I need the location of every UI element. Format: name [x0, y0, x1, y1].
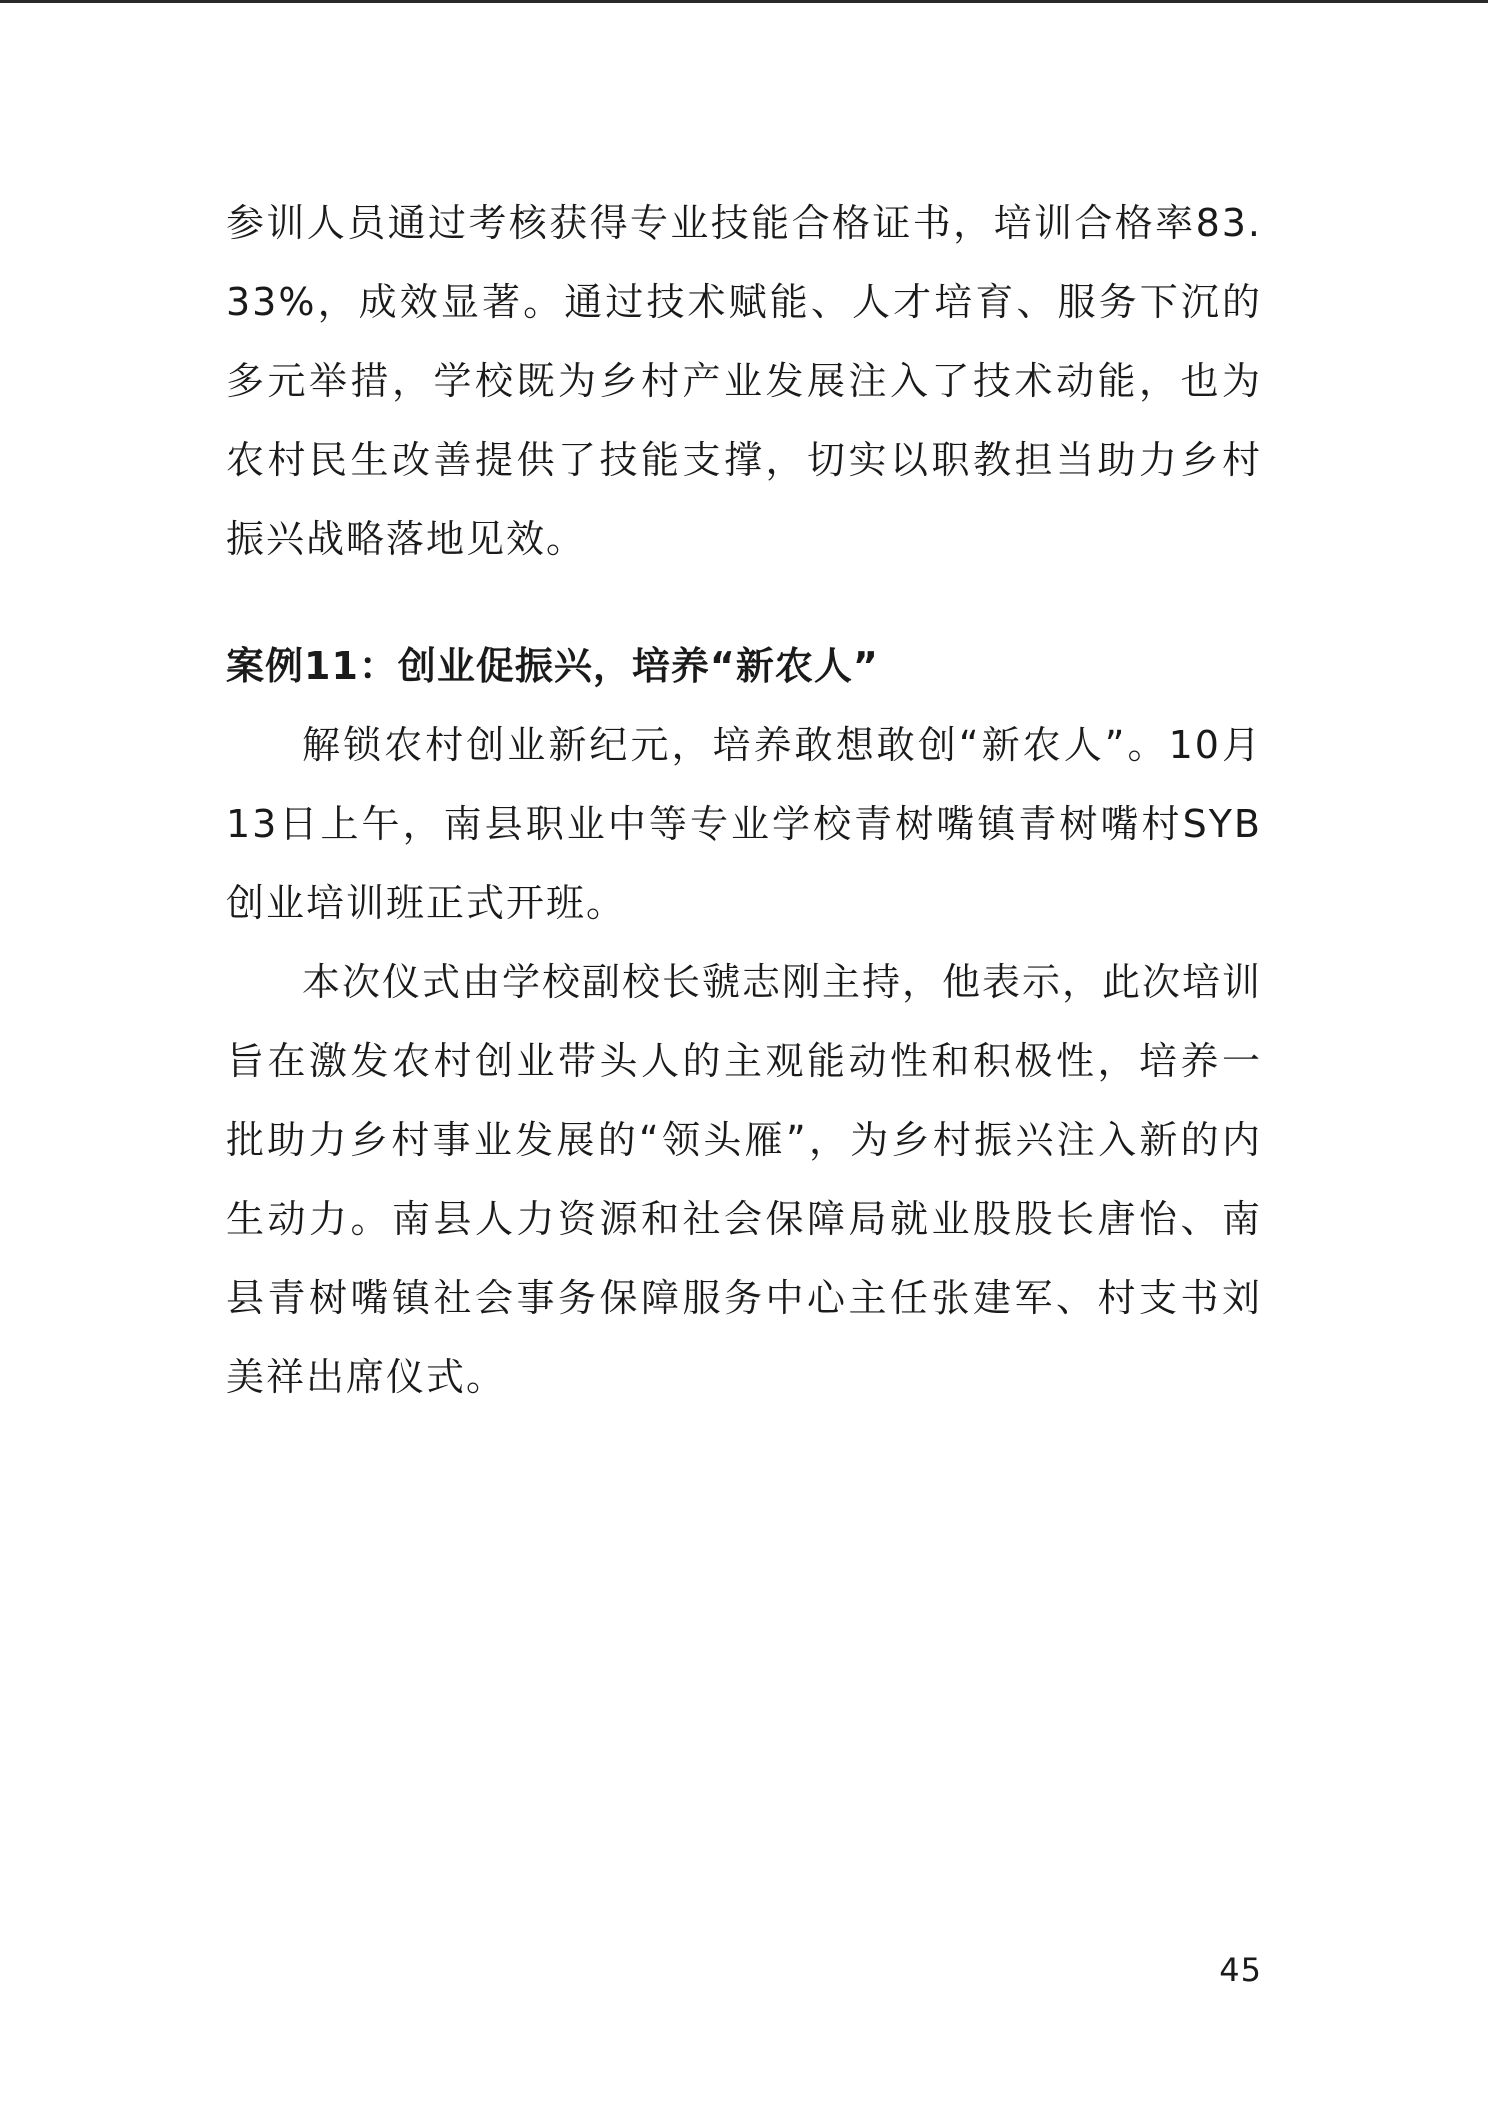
paragraph-results-summary: 参训人员通过考核获得专业技能合格证书，培训合格率83.33%，成效显著。通过技术赋能、人才培育、服务下沉的多元举措，学校既为乡村产业发展注入了技术动能，也为农村民生改善提供了技能支撑，切实以职教担当助力乡村振兴战略落地见效。: [226, 201, 1262, 561]
page-number: 45: [1219, 1951, 1262, 1989]
case-11-heading: 案例11：创业促振兴，培养“新农人”: [226, 644, 879, 688]
paragraph-class-opening: 解锁农村创业新纪元，培养敢想敢创“新农人”。10月13日上午，南县职业中等专业学校青树嘴镇青树嘴村SYB创业培训班正式开班。: [226, 723, 1262, 925]
paragraph-ceremony: 本次仪式由学校副校长虢志刚主持，他表示，此次培训旨在激发农村创业带头人的主观能动性和积极性，培养一批助力乡村事业发展的“领头雁”，为乡村振兴注入新的内生动力。南县人力资源和社会保障局就业股股长唐怡、南县青树嘴镇社会事务保障服务中心主任张建军、村支书刘美祥出席仪式。: [226, 960, 1263, 1399]
page-content: [226, 184, 1262, 1417]
top-border-line: [0, 0, 1488, 3]
